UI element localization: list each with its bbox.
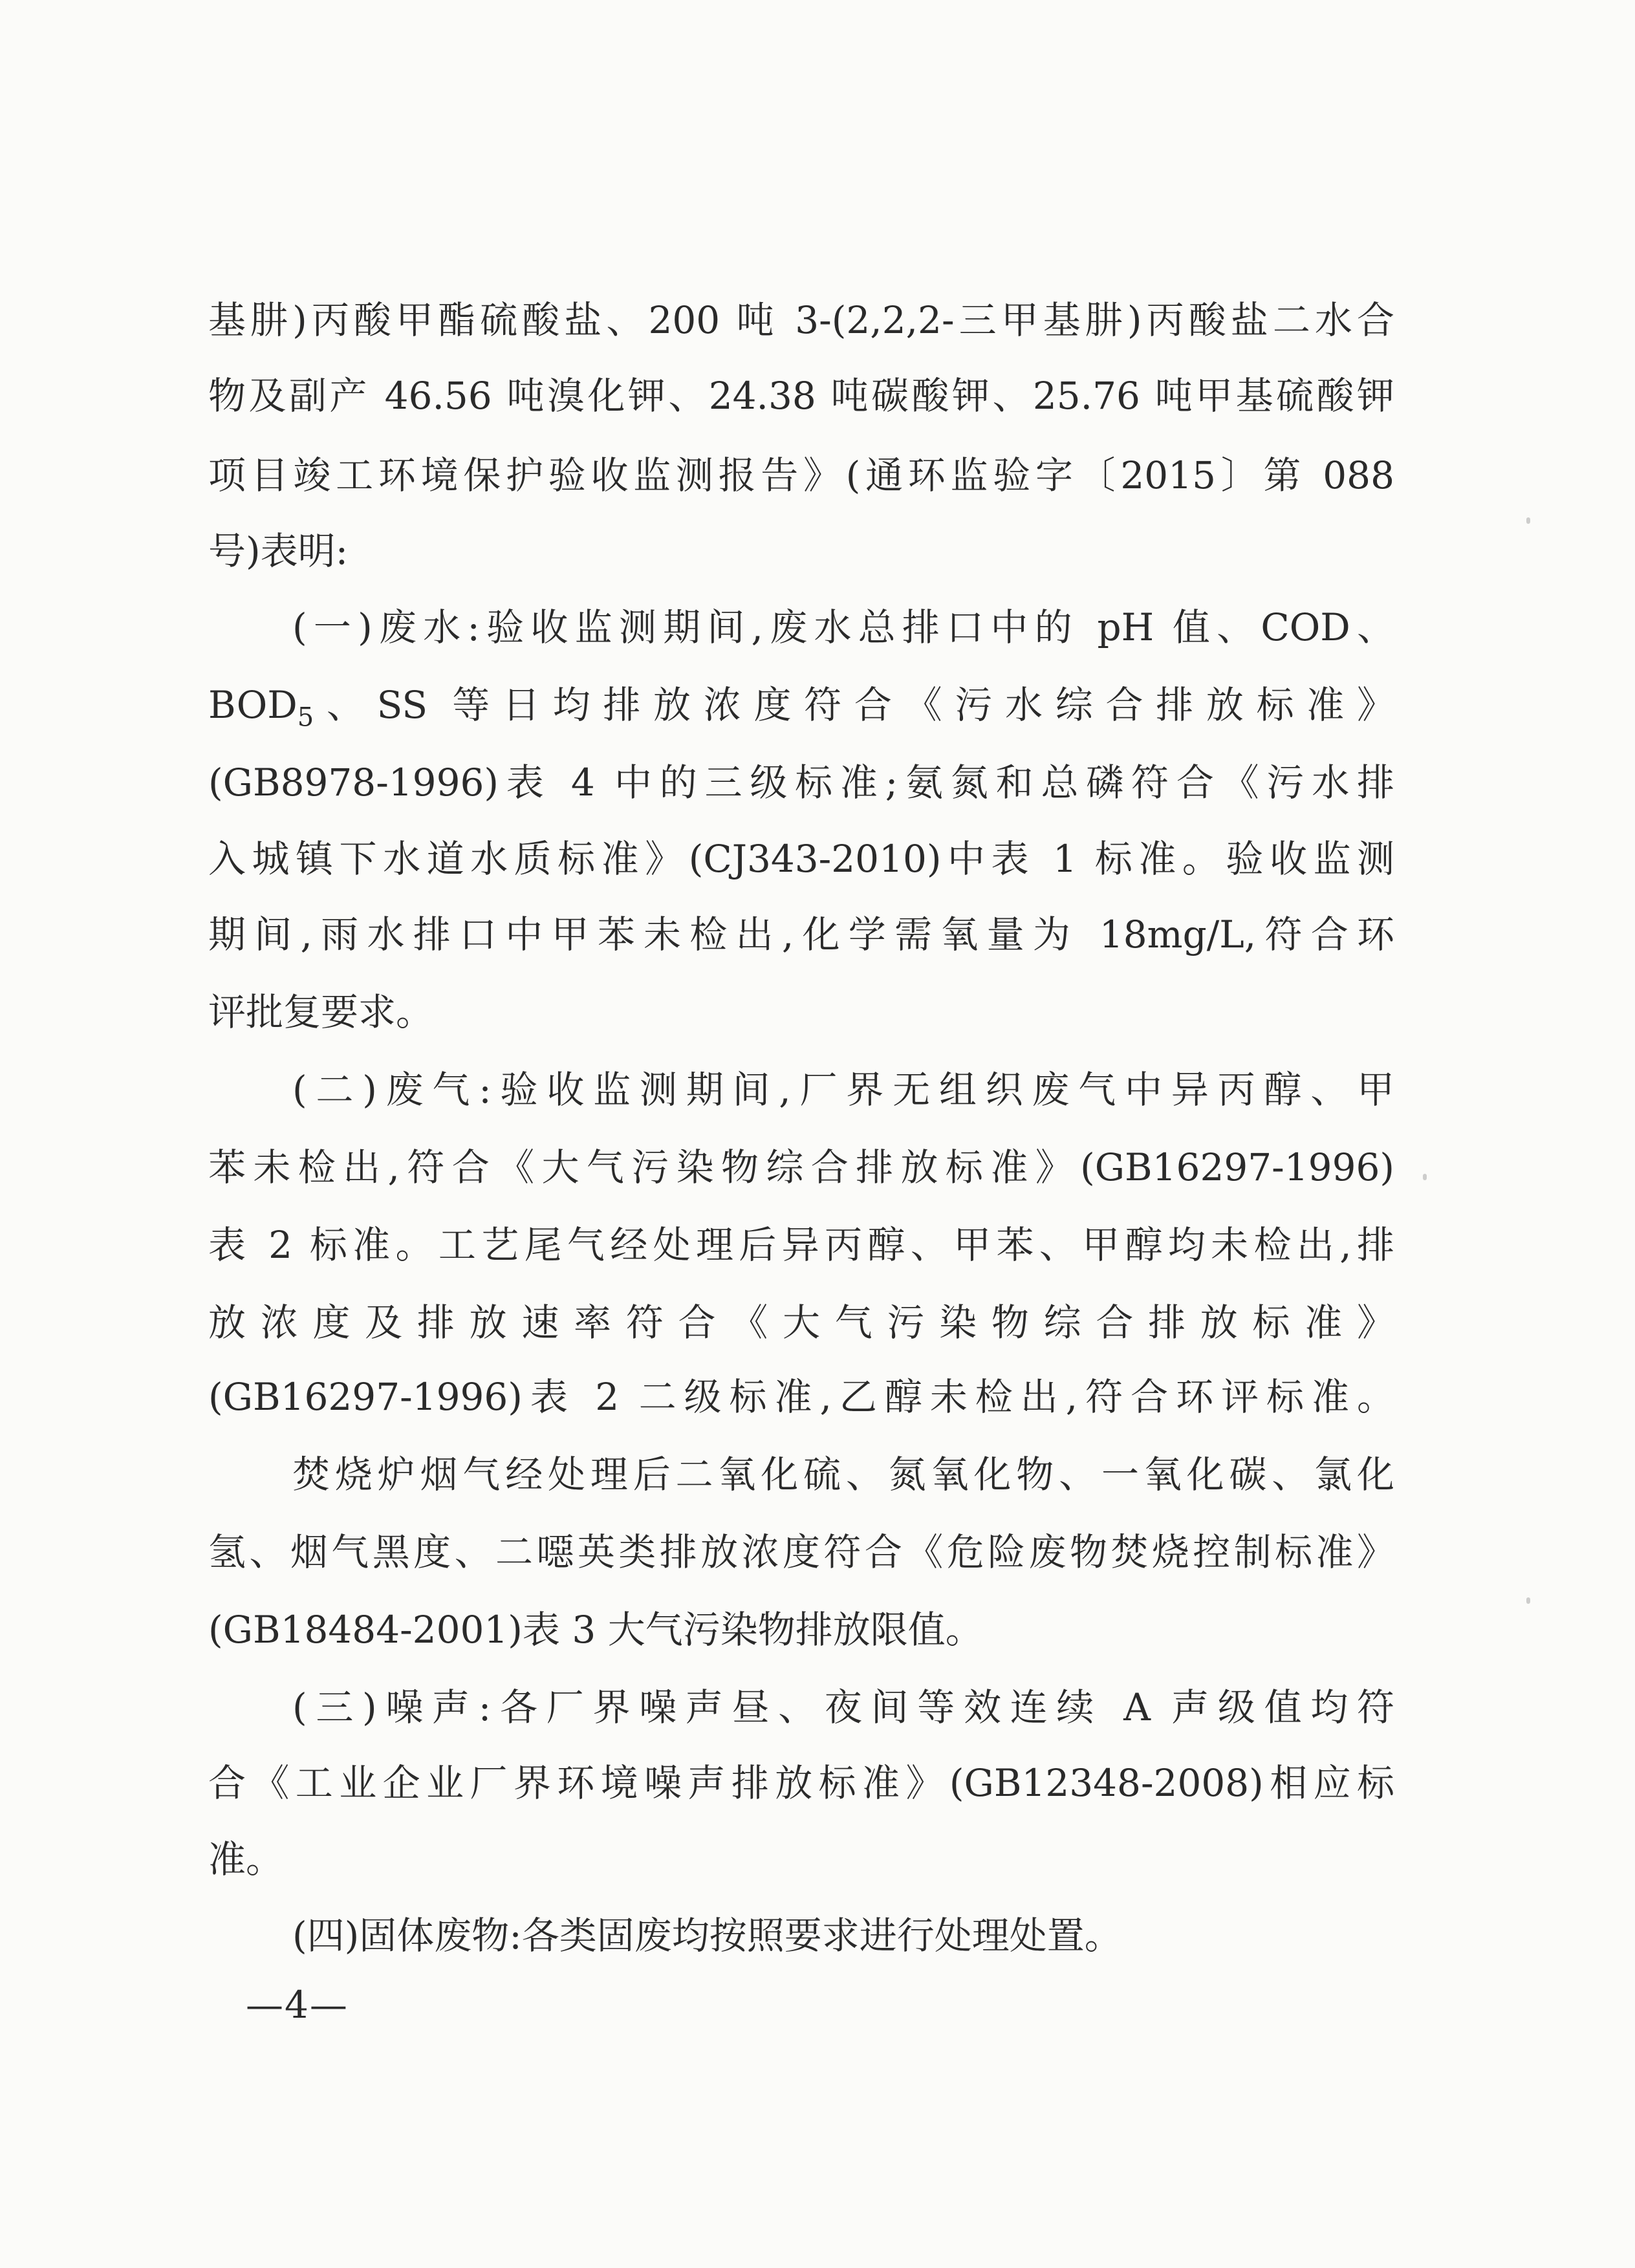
text-line: (GB18484-2001)表 3 大气污染物排放限值。	[208, 1608, 983, 1652]
paragraph-incinerator: 焚烧炉烟气经处理后二氧化硫、氮氧化物、一氧化碳、氯化	[292, 1453, 1394, 1496]
scan-speck	[1423, 1174, 1427, 1180]
paragraph-exhaust-heading: (二)废气:验收监测期间,厂界无组织废气中异丙醇、甲	[292, 1068, 1394, 1112]
text-line: (GB16297-1996)表 2 二级标准,乙醇未检出,符合环评标准。	[208, 1375, 1394, 1419]
text-line: 入城镇下水道水质标准》(CJ343-2010)中表 1 标准。验收监测	[208, 837, 1394, 881]
text-line: 项目竣工环境保护验收监测报告》(通环监验字〔2015〕第 088	[208, 453, 1394, 497]
text-line: 苯未检出,符合《大气污染物综合排放标准》(GB16297-1996)	[208, 1145, 1394, 1189]
bod-subscript: 5	[297, 702, 314, 733]
text-line: 号)表明:	[208, 529, 349, 573]
bod-rest: 、SS 等日均排放浓度符合《污水综合排放标准》	[314, 683, 1394, 727]
bod-label: BOD	[208, 683, 298, 727]
paragraph-wastewater-heading: (一)废水:验收监测期间,废水总排口中的 pH 值、COD、	[292, 605, 1394, 649]
page-number: —4—	[246, 1983, 349, 2027]
text-line: 合《工业企业厂界环境噪声排放标准》(GB12348-2008)相应标	[208, 1761, 1394, 1805]
text-line: 期间,雨水排口中甲苯未检出,化学需氧量为 18mg/L,符合环	[208, 913, 1394, 956]
text-line: 物及副产 46.56 吨溴化钾、24.38 吨碳酸钾、25.76 吨甲基硫酸钾	[208, 374, 1394, 418]
text-line: 放浓度及排放速率符合《大气污染物综合排放标准》	[208, 1301, 1394, 1345]
text-line: 评批复要求。	[208, 990, 434, 1034]
text-line: 准。	[208, 1837, 284, 1881]
paragraph-noise-heading: (三)噪声:各厂界噪声昼、夜间等效连续 A 声级值均符	[292, 1685, 1394, 1729]
text-line-bod	[208, 679, 1394, 731]
scan-speck	[1526, 517, 1530, 524]
text-line: (GB8978-1996)表 4 中的三级标准;氨氮和总磷符合《污水排	[208, 761, 1394, 805]
text-line: 氢、烟气黑度、二噁英类排放浓度符合《危险废物焚烧控制标准》	[208, 1530, 1394, 1574]
text-line: 表 2 标准。工艺尾气经处理后异丙醇、甲苯、甲醇均未检出,排	[208, 1223, 1394, 1267]
paragraph-solid-waste: (四)固体废物:各类固废均按照要求进行处理处置。	[292, 1914, 1122, 1958]
scan-speck	[1526, 1597, 1530, 1604]
text-line: 基肼)丙酸甲酯硫酸盐、200 吨 3-(2,2,2-三甲基肼)丙酸盐二水合	[208, 298, 1394, 342]
